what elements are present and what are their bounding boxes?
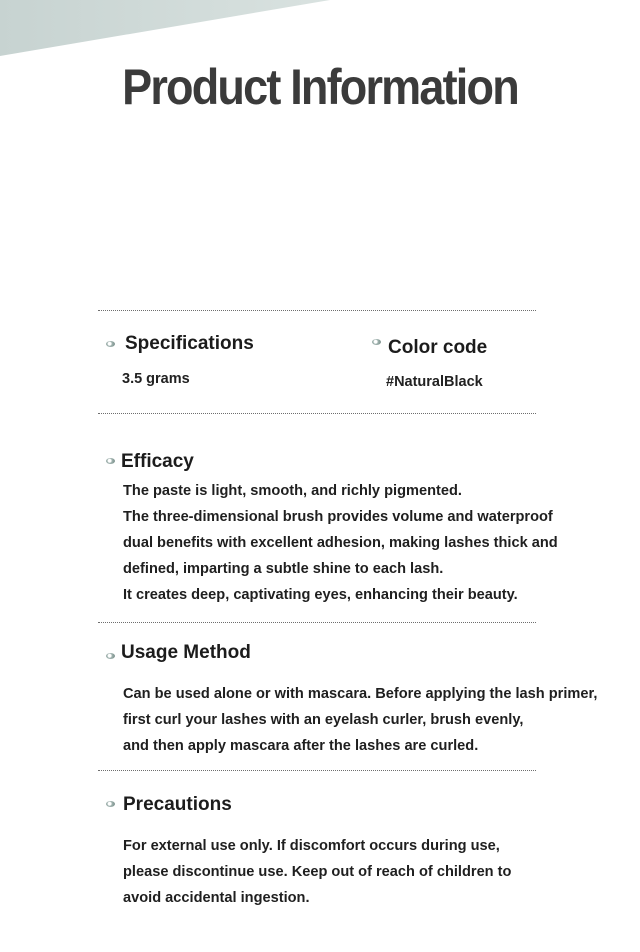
divider — [98, 622, 536, 623]
efficacy-line: defined, imparting a subtle shine to each lash. — [123, 561, 444, 577]
efficacy-heading: Efficacy — [121, 451, 194, 472]
precautions-line: For external use only. If discomfort occurs during use, — [123, 838, 500, 854]
efficacy-line: The three-dimensional brush provides volume and waterproof — [123, 509, 553, 525]
bullet-icon — [106, 801, 115, 807]
precautions-text — [123, 833, 511, 911]
usage-method-text — [123, 681, 597, 759]
usage-line: and then apply mascara after the lashes are curled. — [123, 738, 479, 754]
precautions-heading: Precautions — [123, 794, 232, 815]
color-code-value: #NaturalBlack — [386, 374, 483, 390]
usage-method-heading: Usage Method — [121, 642, 251, 663]
divider — [98, 770, 536, 771]
specifications-value: 3.5 grams — [122, 371, 190, 387]
divider — [98, 413, 536, 414]
usage-line: first curl your lashes with an eyelash curler, brush evenly, — [123, 712, 524, 728]
corner-decoration — [0, 0, 330, 56]
specifications-heading: Specifications — [125, 333, 254, 354]
bullet-icon — [106, 458, 115, 464]
efficacy-text — [123, 478, 558, 608]
usage-line: Can be used alone or with mascara. Before applying the lash primer, — [123, 686, 598, 702]
bullet-icon — [372, 339, 381, 345]
efficacy-line: It creates deep, captivating eyes, enhancing their beauty. — [123, 587, 518, 603]
divider — [98, 310, 536, 311]
efficacy-line: dual benefits with excellent adhesion, making lashes thick and — [123, 535, 558, 551]
precautions-line: please discontinue use. Keep out of reach of children to — [123, 864, 512, 880]
efficacy-line: The paste is light, smooth, and richly pigmented. — [123, 483, 462, 499]
page-title: Product Information — [122, 59, 518, 115]
bullet-icon — [106, 653, 115, 659]
bullet-icon — [106, 341, 115, 347]
precautions-line: avoid accidental ingestion. — [123, 890, 310, 906]
color-code-heading: Color code — [388, 337, 488, 358]
